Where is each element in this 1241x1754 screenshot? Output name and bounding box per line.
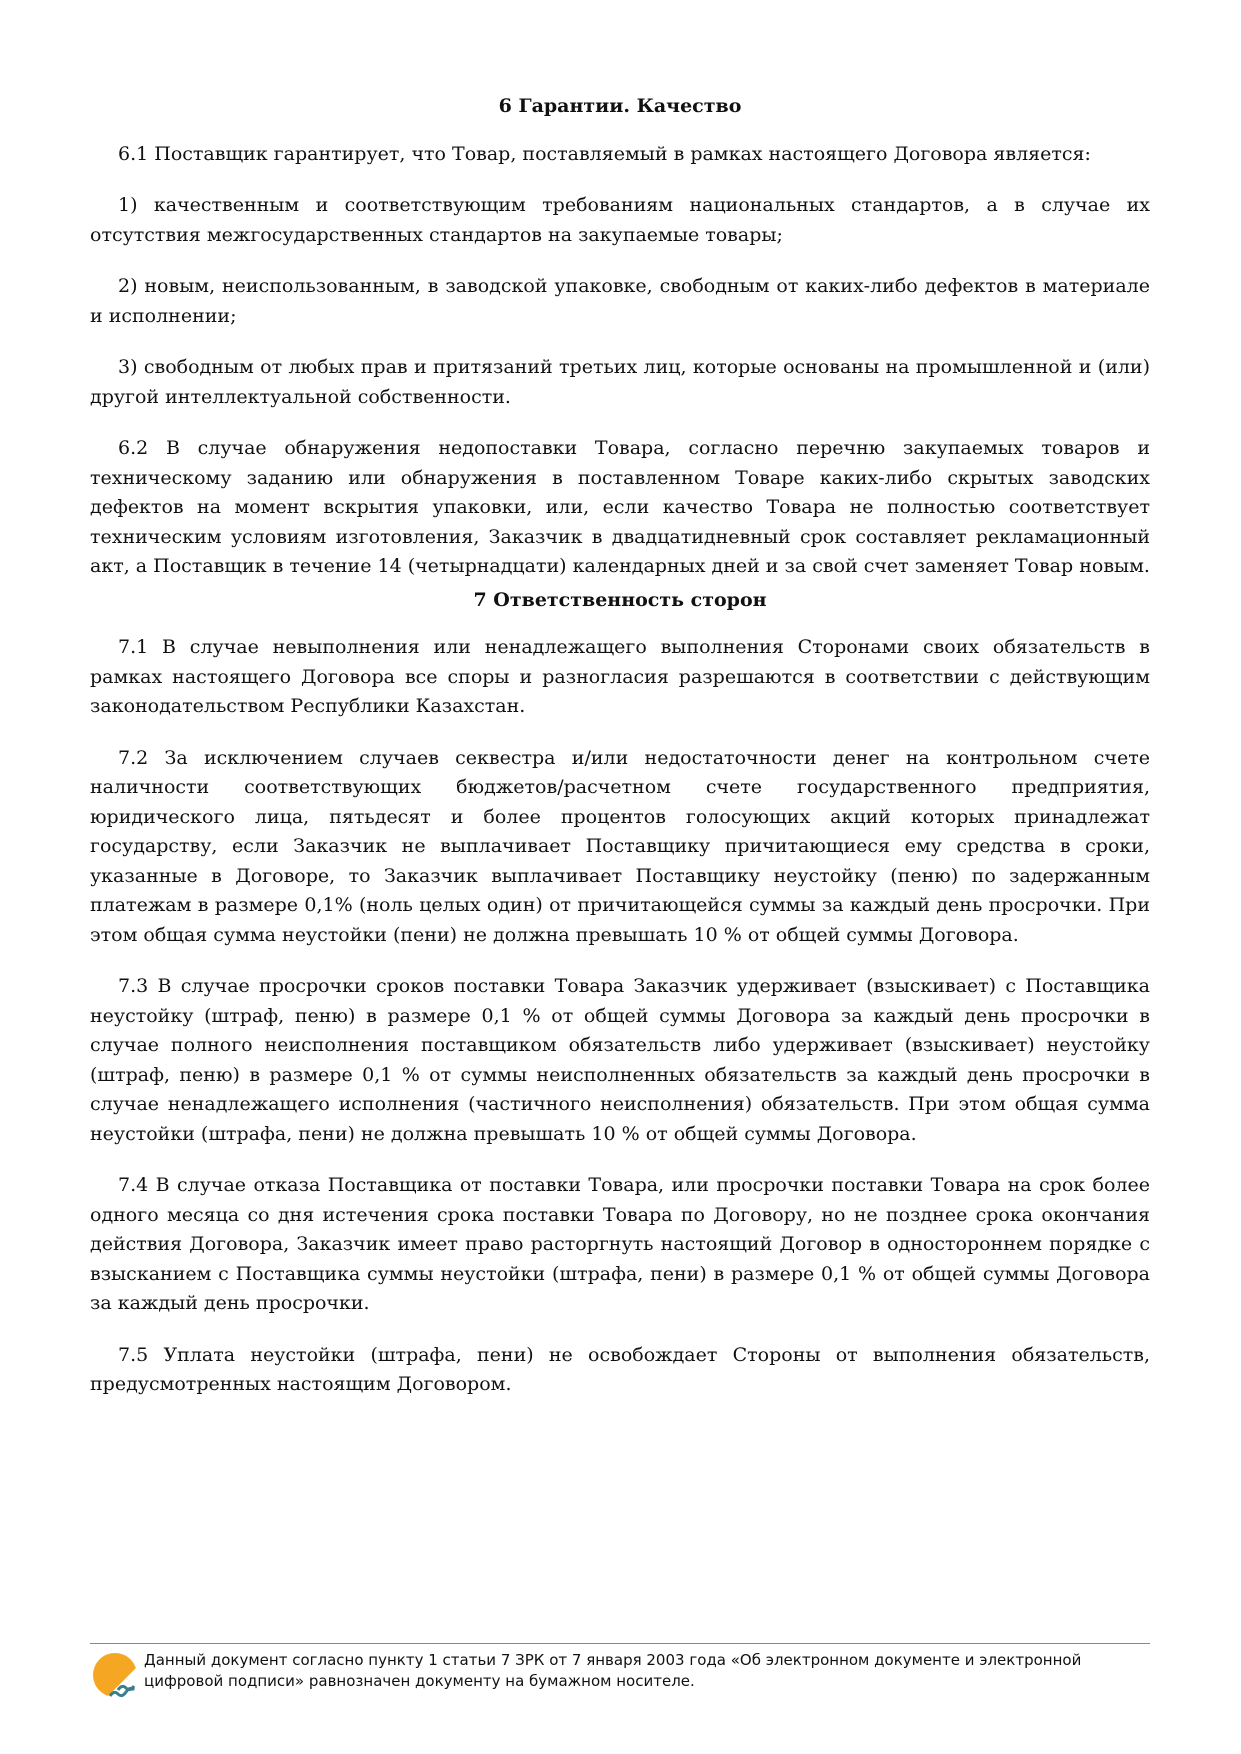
section-6-heading: 6 Гарантии. Качество (498, 95, 742, 117)
clause-7-3: 7.3 В случае просрочки сроков поставки Товара Заказчик удерживает (взыскивает) с Поставщика неустойку (штраф, пеню) в размере 0,1 % от общей суммы Договора за каждый день просрочки в случае полного неисполнения поставщиком обязательств либо удерживает (взыскивает) неустойку (штраф, пеню) в размере 0,1 % от суммы неисполненных обязательств за каждый день просрочки в случае ненадлежащего исполнения (частичного неисполнения) обязательств. При этом общая сумма неустойки (штрафа, пени) не должна превышать 10 % от общей суммы Договора. (90, 975, 1150, 1145)
footer-divider (90, 1643, 1150, 1644)
section-7-heading: 7 Ответственность сторон (473, 588, 767, 611)
document-page (90, 92, 1150, 1422)
clause-7-1: 7.1 В случае невыполнения или ненадлежащего выполнения Сторонами своих обязательств в рамках настоящего Договора все споры и разногласия разрешаются в соответствии с действующим законодательством Республики Казахстан. (90, 636, 1150, 717)
footer (90, 1650, 1150, 1700)
footer-legal-note: Данный документ согласно пункту 1 статьи 7 ЗРК от 7 января 2003 года «Об электронном документе и электронной цифровой подписи» равнозначен документу на бумажном носителе. (144, 1651, 1082, 1690)
sun-logo-icon (90, 1650, 140, 1700)
clause-6-2: 6.2 В случае обнаружения недопоставки Товара, согласно перечню закупаемых товаров и техническому заданию или обнаружения в поставленном Товаре каких-либо скрытых заводских дефектов на момент вскрытия упаковки, или, если качество Товара не полностью соответствует техническим условиям изготовления, Заказчик в двадцатидневный срок составляет рекламационный акт, а Поставщик в течение 14 (четырнадцати) календарных дней и за свой счет заменяет Товар новым. (90, 437, 1150, 577)
clause-6-1: 6.1 Поставщик гарантирует, что Товар, поставляемый в рамках настоящего Договора является: (118, 142, 1091, 165)
clause-6-1-item-1: 1) качественным и соответствующим требованиям национальных стандартов, а в случае их отсутствия межгосударственных стандартов на закупаемые товары; (90, 194, 1150, 246)
clause-7-5: 7.5 Уплата неустойки (штрафа, пени) не освобождает Стороны от выполнения обязательств, предусмотренных настоящим Договором. (90, 1343, 1150, 1395)
clause-7-2: 7.2 За исключением случаев секвестра и/или недостаточности денег на контрольном счете наличности соответствующих бюджетов/расчетном счете государственного предприятия, юридического лица, пятьдесят и более процентов голосующих акций которых принадлежат государству, если Заказчик не выплачивает Поставщику причитающиеся ему средства в сроки, указанные в Договоре, то Заказчик выплачивает Поставщику неустойку (пеню) по задержанным платежам в размере 0,1% (ноль целых один) от причитающейся суммы за каждый день просрочки. При этом общая сумма неустойки (пени) не должна превышать 10 % от общей суммы Договора. (90, 746, 1150, 946)
clause-6-1-item-3: 3) свободным от любых прав и притязаний третьих лиц, которые основаны на промышленной и (или) другой интеллектуальной собственности. (90, 356, 1150, 408)
clause-6-1-item-2: 2) новым, неиспользованным, в заводской упаковке, свободным от каких-либо дефектов в материале и исполнении; (90, 275, 1150, 327)
clause-7-4: 7.4 В случае отказа Поставщика от поставки Товара, или просрочки поставки Товара на срок более одного месяца со дня истечения срока поставки Товара по Договору, но не позднее срока окончания действия Договора, Заказчик имеет право расторгнуть настоящий Договор в одностороннем порядке с взысканием с Поставщика суммы неустойки (штрафа, пени) в размере 0,1 % от общей суммы Договора за каждый день просрочки. (90, 1174, 1150, 1314)
